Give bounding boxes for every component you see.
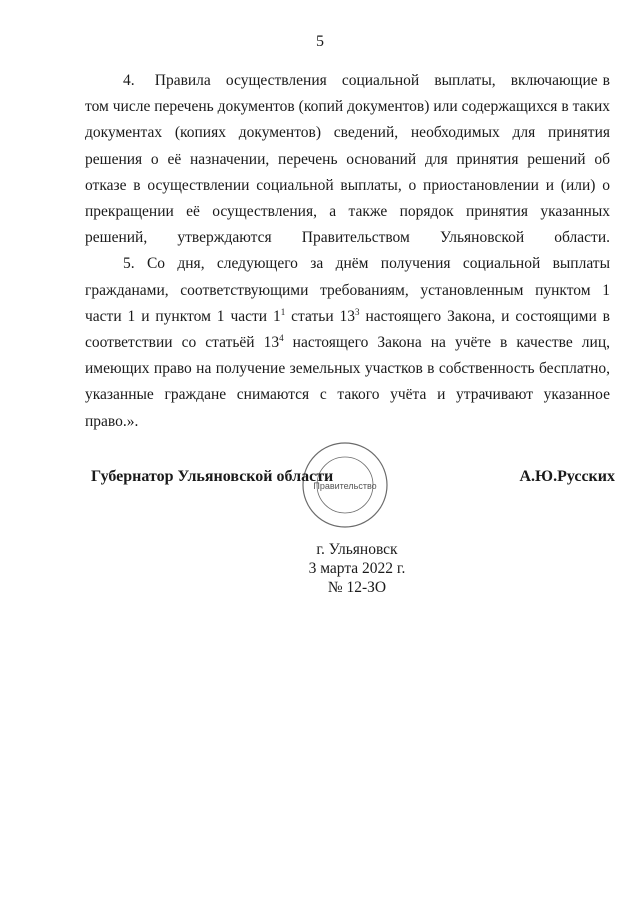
footer-city: г. Ульяновск: [316, 541, 398, 558]
superscript: 3: [355, 306, 360, 317]
document-footer: [0, 540, 640, 597]
paragraph-5-part-3: настоящего Закона, и состоящими в соответствии со статьёй 13: [85, 307, 610, 352]
superscript: 1: [280, 306, 286, 317]
signatory-name: А.Ю.Русских: [519, 468, 615, 485]
paragraph-4: 4. Правила осуществления социальной выплаты, включающие в том числе перечень документов (копий документов) или содержащихся в таких документах (копиях документов) сведений, необходимых для принятия решения о её назначении, перечень оснований для принятия решений об отказе в осуществлении социальной выплаты, о приостановлении и (или) о прекращении её осуществления, а также порядок принятия указанных решений, утверждаются Правительством Ульяновской области.: [85, 72, 610, 247]
seal-text: Правительство: [313, 481, 377, 491]
superscript: 4: [279, 333, 284, 344]
footer-date: 3 марта 2022 г.: [308, 560, 406, 577]
footer-number: № 12-ЗО: [327, 579, 387, 596]
paragraph-5-part-1: 5. Со дня, следующего за днём получения социальной выплаты гражданами, соответствующими требованиям, установленным пунктом 1 части 1 и пунктом 1 части 1: [85, 255, 610, 325]
document-body: [85, 68, 610, 435]
signatory-title: Губернатор Ульяновской области: [91, 468, 334, 485]
paragraph-5-part-4: настоящего Закона на учёте в качестве лиц, имеющих право на получение земельных участков в собственность бесплатно, указанные граждане снимаются с такого учёта и утрачивают указанное право.».: [85, 334, 610, 430]
signature-block: [0, 468, 640, 492]
page-number: 5: [316, 33, 324, 50]
paragraph-5: [85, 251, 610, 434]
paragraph-5-part-2: статьи 13: [285, 307, 356, 325]
